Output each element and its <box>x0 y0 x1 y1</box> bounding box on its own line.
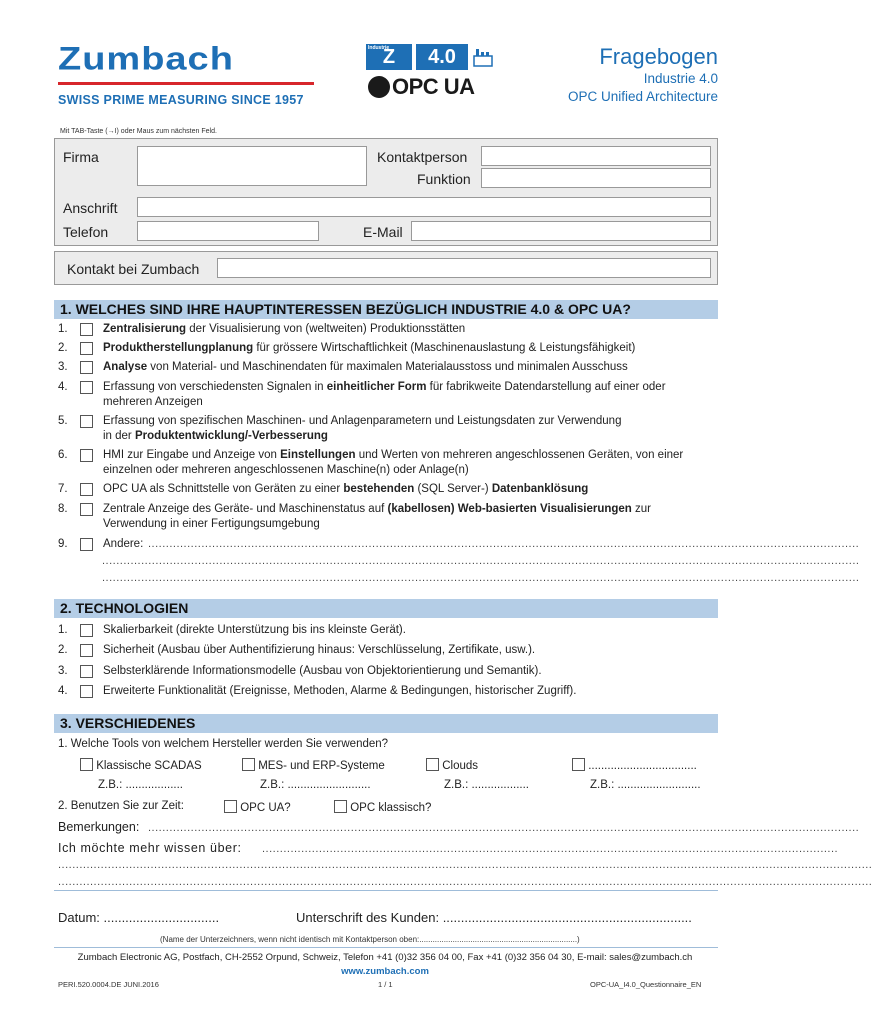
s1-checkbox-7[interactable] <box>80 483 93 496</box>
unterschrift-field[interactable]: Unterschrift des Kunden: ..................................................................... <box>296 910 692 925</box>
tool-scadas-checkbox[interactable] <box>80 758 93 771</box>
opc-ua-checkbox[interactable] <box>224 800 237 813</box>
kontaktperson-label: Kontaktperson <box>377 149 468 165</box>
signer-name-note[interactable]: (Name der Unterzeichners, wenn nicht identisch mit Kontaktperson oben:.......................................................................) <box>160 935 580 944</box>
file-name: OPC-UA_I4.0_Questionnaire_EN <box>590 980 702 989</box>
firma-label: Firma <box>63 149 99 165</box>
zumbach-contact-panel <box>54 251 718 285</box>
s2-checkbox-1[interactable] <box>80 624 93 637</box>
website-link[interactable]: www.zumbach.com <box>341 966 429 977</box>
divider-1 <box>54 890 718 891</box>
tool-other-checkbox[interactable] <box>572 758 585 771</box>
mehr-wissen-label: Ich möchte mehr wissen über: <box>58 841 242 855</box>
divider-2 <box>54 947 718 948</box>
opc-ua-logo: OPC UA <box>366 74 498 100</box>
telefon-field[interactable] <box>137 221 319 241</box>
section-3-heading: 3. VERSCHIEDENES <box>54 714 718 733</box>
bemerkungen-line[interactable]: ........................................................................................................................................................................................................ <box>148 822 860 834</box>
opc-classic-option: OPC klassisch? <box>334 800 431 814</box>
s3-question-1: 1. Welche Tools von welchem Hersteller werden Sie verwenden? <box>58 738 389 750</box>
factory-icon <box>472 46 494 68</box>
opc-classic-checkbox[interactable] <box>334 800 347 813</box>
logo-red-rule <box>58 82 314 85</box>
anschrift-label: Anschrift <box>63 200 118 216</box>
funktion-field[interactable] <box>481 168 711 188</box>
tool-mes-erp-checkbox[interactable] <box>242 758 255 771</box>
page-subtitle-2: OPC Unified Architecture <box>567 89 718 104</box>
section-2-heading: 2. TECHNOLOGIEN <box>54 599 718 618</box>
tool-clouds-checkbox[interactable] <box>426 758 439 771</box>
s1-checkbox-6[interactable] <box>80 449 93 462</box>
telefon-label: Telefon <box>63 224 109 240</box>
andere-line-1[interactable]: ........................................................................................................................................................................................................ <box>148 538 860 550</box>
s2-checkbox-4[interactable] <box>80 685 93 698</box>
bemerkungen-label: Bemerkungen: <box>58 820 140 834</box>
tool-clouds: Clouds <box>426 758 478 772</box>
email-field[interactable] <box>411 221 711 241</box>
s2-checkbox-2[interactable] <box>80 644 93 657</box>
industrie-opc-badge <box>366 44 498 100</box>
opc-ua-option: OPC UA? <box>224 800 291 814</box>
opc-globe-icon <box>368 76 390 98</box>
logo-tagline: SWISS PRIME MEASURING SINCE 1957 <box>58 93 304 107</box>
s1-checkbox-8[interactable] <box>80 503 93 516</box>
page-number: 1 / 1 <box>378 980 393 989</box>
zb-1[interactable]: Z.B.: .................. <box>98 779 183 791</box>
kontakt-zumbach-field[interactable] <box>217 258 711 278</box>
mehr-wissen-line-2[interactable]: ..................................................................................................................................................................................................................................... <box>58 859 872 871</box>
s1-checkbox-5[interactable] <box>80 415 93 428</box>
tool-mes-erp: MES- und ERP-Systeme <box>242 758 385 772</box>
s1-checkbox-4[interactable] <box>80 381 93 394</box>
kontakt-zumbach-label: Kontakt bei Zumbach <box>67 261 200 277</box>
tool-other: .................................. <box>572 758 697 772</box>
zumbach-logo <box>58 41 316 107</box>
title-block <box>568 44 718 106</box>
badge-40: 4.0 <box>416 44 468 70</box>
andere-line-3[interactable]: ..................................................................................................................................................................................................................... <box>102 572 860 584</box>
company-address: Zumbach Electronic AG, Postfach, CH-2552 Orpund, Schweiz, Telefon +41 (0)32 356 04 00, Fax +41 (0)32 356 04 30, E-mail: sales@zumbach.ch <box>77 952 693 963</box>
contact-panel <box>54 138 718 246</box>
zb-2[interactable]: Z.B.: .......................... <box>260 779 371 791</box>
datum-field[interactable]: Datum: ................................ <box>58 910 220 925</box>
section-1-heading: 1. WELCHES SIND IHRE HAUPTINTERESSEN BEZÜGLICH INDUSTRIE 4.0 & OPC UA? <box>54 300 718 319</box>
doc-id: PERI.520.0004.DE JUNI.2016 <box>58 980 159 989</box>
badge-z: Industrie Z <box>366 44 412 70</box>
s2-checkbox-3[interactable] <box>80 665 93 678</box>
mehr-wissen-line-3[interactable]: ..................................................................................................................................................................................................................................... <box>58 876 872 888</box>
s1-checkbox-3[interactable] <box>80 361 93 374</box>
funktion-label: Funktion <box>417 171 471 187</box>
page-title: Fragebogen <box>599 44 718 69</box>
page-subtitle-1: Industrie 4.0 <box>643 71 718 86</box>
mehr-wissen-line-1[interactable]: .................................................................................................................................................................. <box>262 843 839 855</box>
zb-4[interactable]: Z.B.: .......................... <box>590 779 701 791</box>
anschrift-field[interactable] <box>137 197 711 217</box>
s1-checkbox-9[interactable] <box>80 538 93 551</box>
logo-wordmark: Zumbach <box>58 41 234 78</box>
s3-question-2: 2. Benutzen Sie zur Zeit: <box>58 800 184 812</box>
questionnaire-page: Zumbach SWISS PRIME MEASURING SINCE 1957 Industrie Z 4.0 OPC UA Fragebogen Industrie 4.0 OPC Unified Architecture Mit TAB-Taste (→I) oder Maus zum nächsten Feld. Firma Kontaktperson Funktion Anschrift Telefon E-Mail Kontakt bei Zumbach 1. WELCHES SIND IHRE HAUPTINTERESSEN BEZÜGLICH INDUSTRIE 4.0 & OPC UA? 1. Zentralisierung der Visualisierung von (weltweiten) Produktionsstätten 2. Produktherstellungplanung für grössere Wirtschaftlichkeit (Maschinenauslastung & Leistungsfähigkeit) 3. Analyse von Material- und Maschinendaten für maximalen Materialausstoss und minimalen Ausschuss 4. Erfassung von verschiedensten Signalen in einheitlicher Form für fabrikweite Datendarstellung auf einer oder mehreren Anzeigen 5. Erfassung von spezifischen Maschinen- und Anlagenparametern und Leistungsdaten zur Verwendung in der Produktentwicklung/-Verbesserung 6. HMI zur Eingabe und Anzeige von Einstellungen und Werten von mehreren angeschlossenen Geräten, von einer einzelnen oder mehreren angeschlossenen Maschine(n) oder Anlage(n) 7. OPC UA als Schnittstelle von Geräten zu einer bestehenden (SQL Server-) Datenbanklösung 8. Zentrale Anzeige des Geräte- und Maschinenstatus auf (kabellosen) Web-basierten Visualisierungen zur Verwendung in einer Fertigungsumgebung 9. Andere: ........................................................................................................................................................................................................ ..................................................................................................................................................................................................................... ..................................................................................................................................................................................................................... 2. TECHNOLOGIEN 1. Skalierbarkeit (direkte Unterstützung bis ins kleinste Gerät). 2. Sicherheit (Ausbau über Authentifizierung hinaus: Verschlüsselung, Zertifikate, usw.). 3. Selbsterklärende Informationsmodelle (Ausbau von Objektorientierung und Semantik). 4. Erweiterte Funktionalität (Ereignisse, Methoden, Alarme & Bedingungen, historischer Zugriff). 3. VERSCHIEDENES 1. Welche Tools von welchem Hersteller werden Sie verwenden? Klassische SCADAS MES- und ERP-Systeme Clouds .................................. Z.B.: .................. Z.B.: .......................... Z.B.: .................. Z.B.: .......................... 2. Benutzen Sie zur Zeit: OPC UA? OPC klassisch? Bemerkungen: ........................................................................................................................................................................................................ Ich möchte mehr wissen über: .................................................................................................................................................................. ..................................................................................................................................................................................................................................... ..................................................................................................................................................................................................................................... Datum: ................................ Unterschrift des Kunden: ..................................................................... (Name der Unterzeichners, wenn nicht identisch mit Kontaktperson oben:.......................................................................) Zumbach Electronic AG, Postfach, CH-2552 Orpund, Schweiz, Telefon +41 (0)32 356 04 00, Fax +41 (0)32 356 04 30, E-mail: sales@zumbach.ch www.zumbach.com PERI.520.0004.DE JUNI.2016 1 / 1 OPC-UA_I4.0_Questionnaire_EN <box>0 0 770 1024</box>
tab-hint: Mit TAB-Taste (→I) oder Maus zum nächsten Feld. <box>60 128 217 135</box>
tool-scadas: Klassische SCADAS <box>80 758 202 772</box>
kontaktperson-field[interactable] <box>481 146 711 166</box>
s1-checkbox-2[interactable] <box>80 342 93 355</box>
zb-3[interactable]: Z.B.: .................. <box>444 779 529 791</box>
s1-checkbox-1[interactable] <box>80 323 93 336</box>
andere-line-2[interactable]: ..................................................................................................................................................................................................................... <box>102 555 860 567</box>
firma-field[interactable] <box>137 146 367 186</box>
email-label: E-Mail <box>363 224 403 240</box>
